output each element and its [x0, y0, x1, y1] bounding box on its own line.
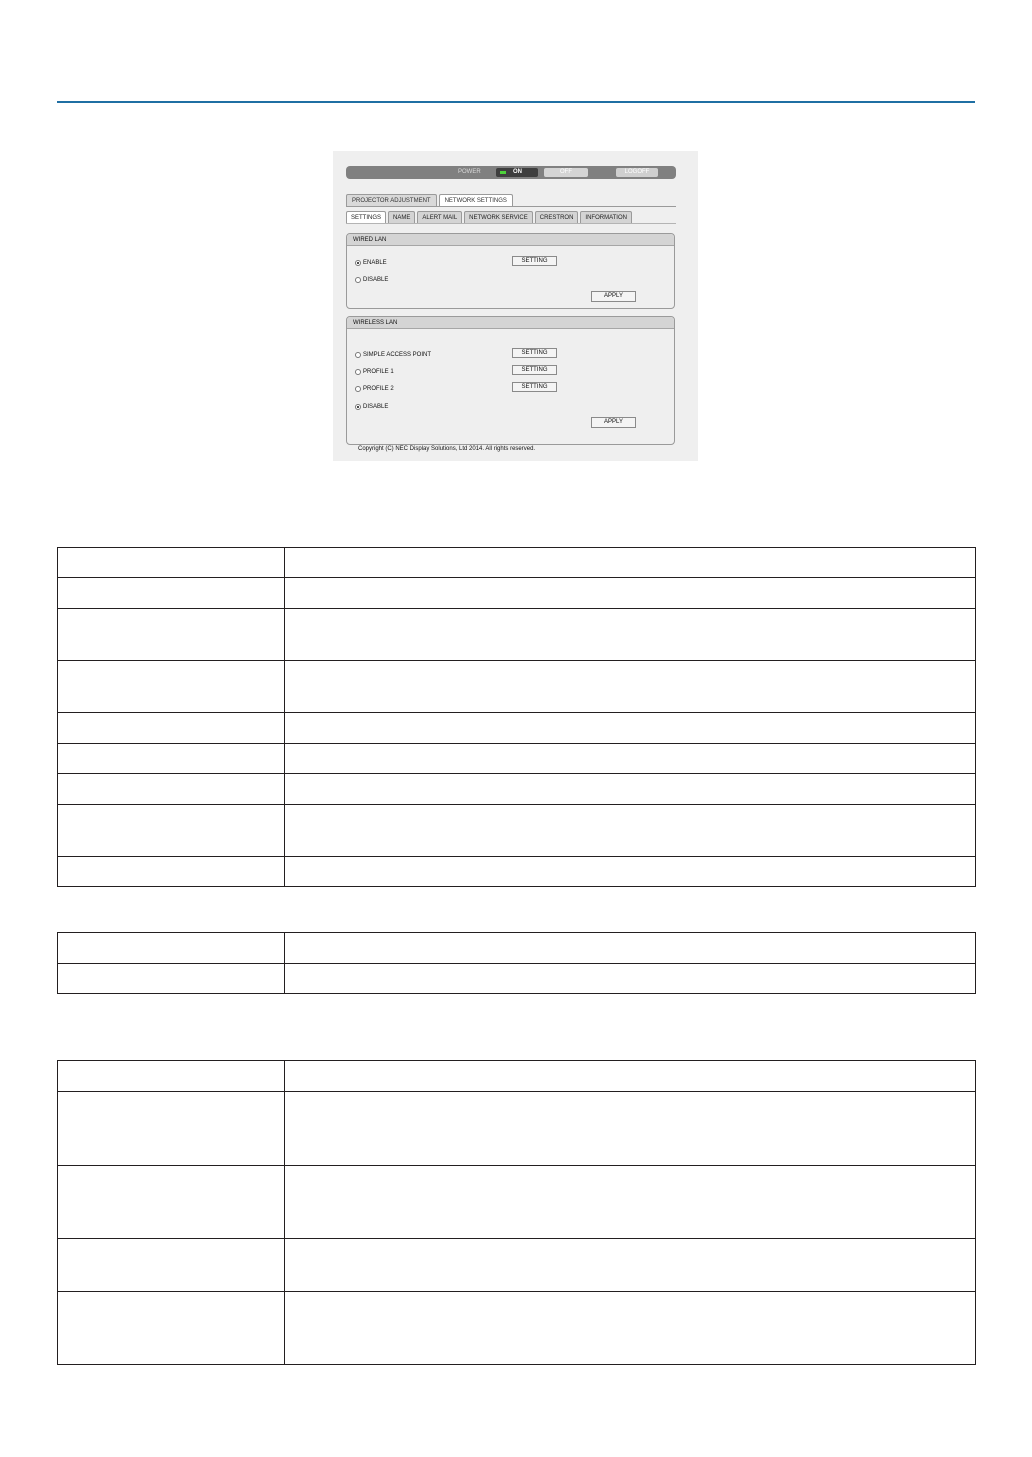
radio-unchecked-icon [355, 277, 361, 283]
tab-information[interactable]: INFORMATION [580, 211, 632, 223]
main-tabs [346, 194, 513, 206]
sub-tabs [346, 211, 632, 223]
wireless-disable-radio[interactable]: DISABLE [355, 403, 388, 411]
settings-table-2 [57, 932, 976, 994]
power-off-button[interactable]: OFF [544, 168, 588, 177]
table-row [58, 1239, 976, 1292]
tab-projector-adjustment[interactable]: PROJECTOR ADJUSTMENT [346, 194, 437, 206]
profile-1-setting-button[interactable]: SETTING [512, 365, 557, 375]
radio-unchecked-icon [355, 352, 361, 358]
web-ui-screenshot [333, 151, 698, 461]
settings-table-1 [57, 547, 976, 887]
wired-lan-panel [346, 233, 675, 309]
table-row [58, 933, 976, 964]
radio-checked-icon [355, 404, 361, 410]
main-tabs-divider [346, 206, 676, 207]
tab-network-service[interactable]: NETWORK SERVICE [464, 211, 533, 223]
radio-unchecked-icon [355, 386, 361, 392]
table-row [58, 964, 976, 994]
table-row [58, 1292, 976, 1365]
power-on-button[interactable]: ON [496, 168, 538, 177]
simple-ap-setting-button[interactable]: SETTING [512, 348, 557, 358]
power-label: POWER [458, 169, 481, 175]
profile-1-radio[interactable]: PROFILE 1 [355, 368, 394, 376]
tab-settings[interactable]: SETTINGS [346, 211, 386, 223]
settings-table-3 [57, 1060, 976, 1365]
table-row [58, 805, 976, 857]
tab-alert-mail[interactable]: ALERT MAIL [417, 211, 462, 223]
table-row [58, 744, 976, 774]
wired-lan-title: WIRED LAN [347, 234, 674, 246]
table-row [58, 578, 976, 609]
table-row [58, 609, 976, 661]
table-row [58, 548, 976, 578]
table-row [58, 661, 976, 713]
table-row [58, 774, 976, 805]
wireless-apply-button[interactable]: APPLY [591, 417, 636, 428]
sub-tabs-divider [346, 223, 676, 224]
wired-apply-button[interactable]: APPLY [591, 291, 636, 302]
radio-checked-icon [355, 260, 361, 266]
radio-unchecked-icon [355, 369, 361, 375]
wireless-lan-panel [346, 316, 675, 445]
tab-crestron[interactable]: CRESTRON [535, 211, 579, 223]
power-led-icon [500, 171, 506, 174]
table-row [58, 1061, 976, 1092]
wired-setting-button[interactable]: SETTING [512, 256, 557, 266]
profile-2-setting-button[interactable]: SETTING [512, 382, 557, 392]
logoff-button[interactable]: LOGOFF [616, 168, 658, 177]
tab-network-settings[interactable]: NETWORK SETTINGS [439, 194, 513, 206]
profile-2-radio[interactable]: PROFILE 2 [355, 385, 394, 393]
wireless-lan-title: WIRELESS LAN [347, 317, 674, 329]
table-row [58, 1166, 976, 1239]
wired-disable-radio[interactable]: DISABLE [355, 276, 388, 284]
wired-enable-radio[interactable]: ENABLE [355, 259, 387, 267]
table-row [58, 1092, 976, 1166]
table-row [58, 857, 976, 887]
table-row [58, 713, 976, 744]
tab-name[interactable]: NAME [388, 211, 415, 223]
copyright-text: Copyright (C) NEC Display Solutions, Ltd 2014. All rights reserved. [358, 446, 536, 452]
header-rule [57, 101, 975, 103]
simple-access-point-radio[interactable]: SIMPLE ACCESS POINT [355, 351, 431, 359]
power-bar [346, 166, 676, 179]
